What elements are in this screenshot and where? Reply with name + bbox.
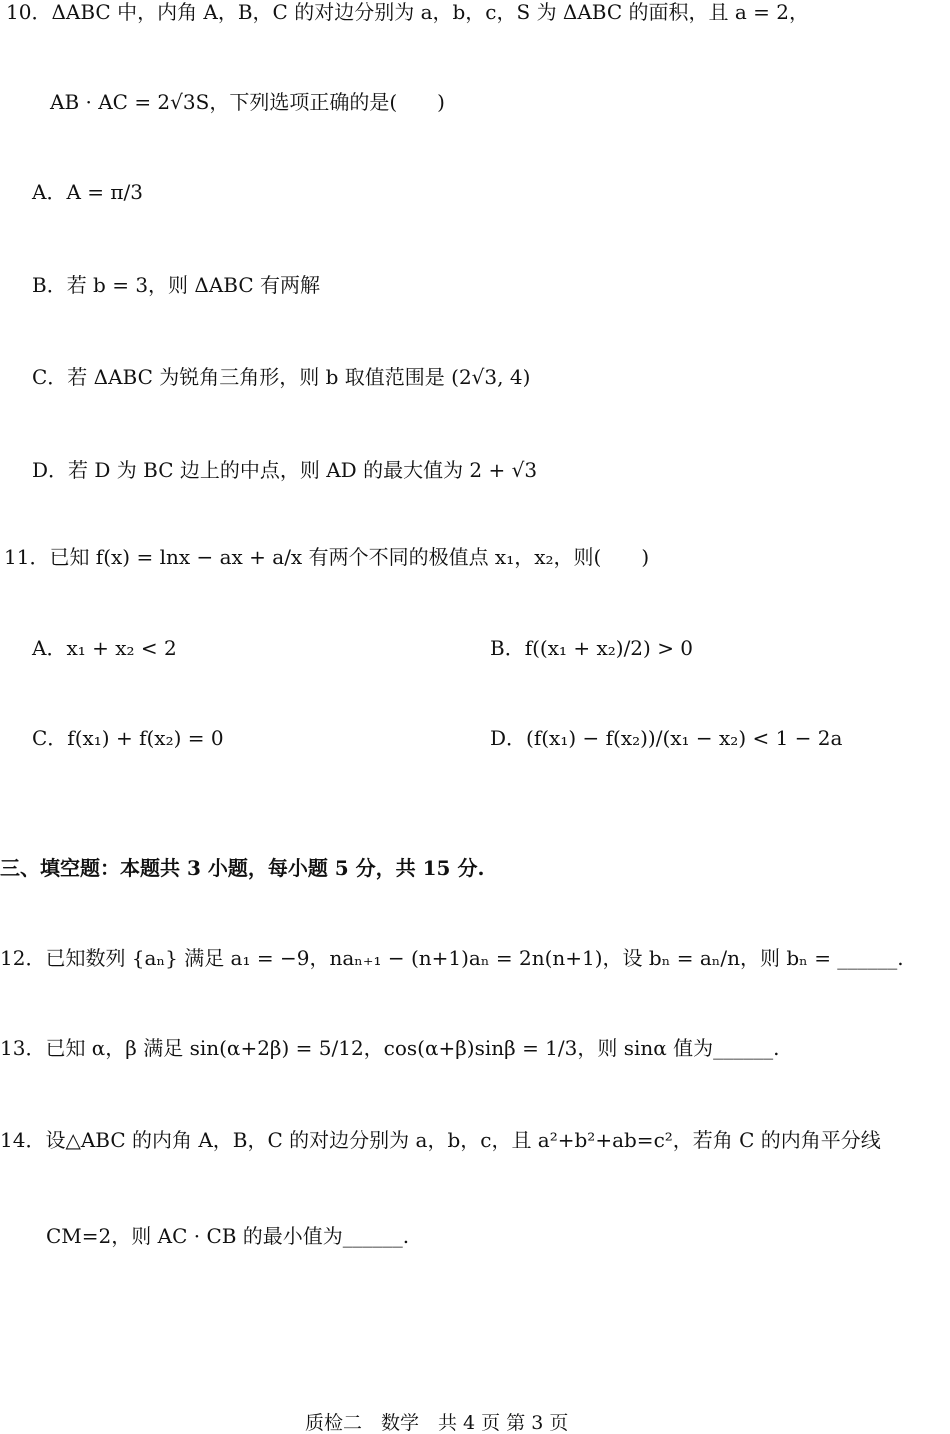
q11-option-b: B．f((x₁ + x₂)/2) > 0 <box>490 636 694 660</box>
q11-option-c: C．f(x₁) + f(x₂) = 0 <box>32 726 224 750</box>
q11-option-d: D．(f(x₁) − f(x₂))/(x₁ − x₂) < 1 − 2a <box>490 726 843 750</box>
q10-option-b: B．若 b = 3，则 ΔABC 有两解 <box>32 273 321 297</box>
q10-line1: 10．ΔABC 中，内角 A，B，C 的对边分别为 a，b，c，S 为 ΔABC 的面积，且 a = 2， <box>6 0 810 24</box>
q13-stem: 13．已知 α，β 满足 sin(α+2β) = 5/12，cos(α+β)sinβ = 1/3，则 sinα 值为______. <box>0 1036 780 1060</box>
q10-option-d: D．若 D 为 BC 边上的中点，则 AD 的最大值为 2 + √3 <box>32 458 538 482</box>
q10-option-a: A．A = π/3 <box>32 180 143 204</box>
q11-stem: 11．已知 f(x) = lnx − ax + a/x 有两个不同的极值点 x₁，x₂，则( ) <box>4 545 650 569</box>
q14-line2: CM=2，则 AC · CB 的最小值为______. <box>46 1224 410 1248</box>
q14-line1: 14．设△ABC 的内角 A，B，C 的对边分别为 a，b，c，且 a²+b²+ab=c²，若角 C 的内角平分线 <box>0 1128 881 1152</box>
q10-line2: AB · AC = 2√3S，下列选项正确的是( ) <box>50 90 445 114</box>
page-footer: 质检二 数学 共 4 页 第 3 页 <box>305 1412 569 1434</box>
q10-option-c: C．若 ΔABC 为锐角三角形，则 b 取值范围是 (2√3, 4) <box>32 365 531 389</box>
q11-option-a: A．x₁ + x₂ < 2 <box>32 636 177 660</box>
section-3-heading: 三、填空题：本题共 3 小题，每小题 5 分，共 15 分. <box>0 856 485 880</box>
q12-stem: 12．已知数列 {aₙ} 满足 a₁ = −9，naₙ₊₁ − (n+1)aₙ = 2n(n+1)，设 bₙ = aₙ/n，则 bₙ = ______. <box>0 946 904 970</box>
